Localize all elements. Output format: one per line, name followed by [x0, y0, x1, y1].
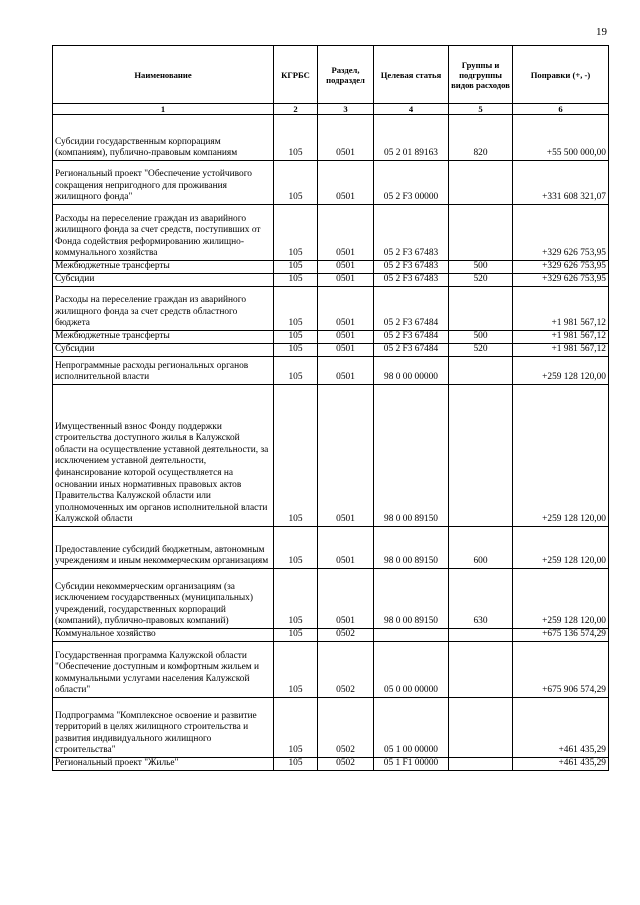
row-target [374, 629, 449, 642]
row-name: Субсидии [53, 344, 274, 357]
row-group [449, 357, 513, 385]
row-amount: +461 435,29 [513, 698, 609, 758]
row-kgrbs: 105 [274, 698, 318, 758]
row-target: 05 2 F3 67484 [374, 344, 449, 357]
row-name: Субсидии [53, 274, 274, 287]
table-body [53, 115, 609, 771]
row-amount: +329 626 753,95 [513, 261, 609, 274]
header-name: Наименование [53, 46, 274, 104]
header-target: Целевая статья [374, 46, 449, 104]
row-target: 98 0 00 00000 [374, 357, 449, 385]
row-section: 0501 [318, 344, 374, 357]
row-target: 05 2 F3 00000 [374, 161, 449, 205]
row-target: 05 2 F3 67483 [374, 261, 449, 274]
row-kgrbs: 105 [274, 385, 318, 527]
row-name: Предоставление субсидий бюджетным, автономным учреждениям и иным некоммерческим организациям [53, 527, 274, 569]
table-header-row [53, 46, 609, 104]
row-name: Имущественный взнос Фонду поддержки строительства доступного жилья в Калужской области на осуществление уставной деятельности, за исключением уставной деятельности, финансирование которой осуществляется на основании иных нормативных правовых актов Правительства Калужской области или уполномоченных им органов исполнительной власти Калужской области [53, 385, 274, 527]
row-amount: +259 128 120,00 [513, 527, 609, 569]
row-amount: +675 906 574,29 [513, 642, 609, 698]
table-row [53, 344, 609, 357]
table-row [53, 261, 609, 274]
row-section: 0501 [318, 274, 374, 287]
row-name: Субсидии государственным корпорациям (компаниям), публично-правовым компаниям [53, 115, 274, 161]
row-amount: +259 128 120,00 [513, 385, 609, 527]
row-group [449, 287, 513, 331]
row-section: 0501 [318, 205, 374, 261]
row-section: 0502 [318, 698, 374, 758]
row-target: 98 0 00 89150 [374, 569, 449, 629]
row-section: 0501 [318, 385, 374, 527]
row-kgrbs: 105 [274, 569, 318, 629]
row-name: Субсидии некоммерческим организациям (за исключением государственных (муниципальных) учреждений, государственных корпораций (компаний), публично-правовых компаний) [53, 569, 274, 629]
row-section: 0501 [318, 261, 374, 274]
table-row [53, 642, 609, 698]
row-name: Межбюджетные трансферты [53, 331, 274, 344]
row-kgrbs: 105 [274, 287, 318, 331]
row-kgrbs: 105 [274, 629, 318, 642]
row-amount: +461 435,29 [513, 758, 609, 771]
table-row [53, 569, 609, 629]
row-section: 0501 [318, 527, 374, 569]
row-group: 500 [449, 261, 513, 274]
row-target: 98 0 00 89150 [374, 385, 449, 527]
row-target: 05 2 01 89163 [374, 115, 449, 161]
column-number: 4 [374, 104, 449, 115]
row-name: Подпрограмма "Комплексное освоение и развитие территорий в целях жилищного строительства и развития индивидуального жилищного строительства" [53, 698, 274, 758]
table-row [53, 385, 609, 527]
row-name: Расходы на переселение граждан из аварийного жилищного фонда за счет средств, поступивших от Фонда содействия реформированию жилищно-коммунального хозяйства [53, 205, 274, 261]
table-row [53, 357, 609, 385]
column-number-row [53, 104, 609, 115]
row-target: 05 0 00 00000 [374, 642, 449, 698]
row-group [449, 629, 513, 642]
row-amount: +329 626 753,95 [513, 205, 609, 261]
row-group [449, 385, 513, 527]
row-group: 630 [449, 569, 513, 629]
table-row [53, 698, 609, 758]
row-group [449, 205, 513, 261]
row-kgrbs: 105 [274, 261, 318, 274]
row-section: 0501 [318, 115, 374, 161]
column-number: 5 [449, 104, 513, 115]
row-section: 0502 [318, 629, 374, 642]
row-kgrbs: 105 [274, 527, 318, 569]
row-group: 500 [449, 331, 513, 344]
row-group [449, 758, 513, 771]
row-target: 05 2 F3 67483 [374, 274, 449, 287]
row-target: 98 0 00 89150 [374, 527, 449, 569]
row-amount: +1 981 567,12 [513, 331, 609, 344]
row-amount: +259 128 120,00 [513, 569, 609, 629]
row-group: 520 [449, 274, 513, 287]
row-group: 600 [449, 527, 513, 569]
row-target: 05 1 F1 00000 [374, 758, 449, 771]
row-kgrbs: 105 [274, 331, 318, 344]
row-section: 0501 [318, 331, 374, 344]
table-row [53, 274, 609, 287]
column-number: 1 [53, 104, 274, 115]
row-section: 0501 [318, 569, 374, 629]
row-amount: +1 981 567,12 [513, 344, 609, 357]
page-number: 19 [596, 26, 607, 38]
table-row [53, 115, 609, 161]
row-section: 0501 [318, 357, 374, 385]
table-row [53, 205, 609, 261]
row-amount: +55 500 000,00 [513, 115, 609, 161]
row-kgrbs: 105 [274, 274, 318, 287]
row-kgrbs: 105 [274, 344, 318, 357]
row-amount: +1 981 567,12 [513, 287, 609, 331]
row-target: 05 2 F3 67484 [374, 331, 449, 344]
row-target: 05 2 F3 67483 [374, 205, 449, 261]
header-amendments: Поправки (+, -) [513, 46, 609, 104]
row-group [449, 698, 513, 758]
column-number: 6 [513, 104, 609, 115]
row-name: Государственная программа Калужской области "Обеспечение доступным и комфортным жильем и коммунальными услугами населения Калужской области" [53, 642, 274, 698]
row-kgrbs: 105 [274, 161, 318, 205]
row-amount: +259 128 120,00 [513, 357, 609, 385]
header-section: Раздел, подраздел [318, 46, 374, 104]
table-row [53, 629, 609, 642]
table-row [53, 161, 609, 205]
table-row [53, 527, 609, 569]
row-section: 0502 [318, 642, 374, 698]
row-section: 0501 [318, 161, 374, 205]
row-group: 820 [449, 115, 513, 161]
row-section: 0501 [318, 287, 374, 331]
row-kgrbs: 105 [274, 205, 318, 261]
row-kgrbs: 105 [274, 115, 318, 161]
header-groups: Группы и подгруппы видов расходов [449, 46, 513, 104]
row-group: 520 [449, 344, 513, 357]
column-number: 3 [318, 104, 374, 115]
row-amount: +329 626 753,95 [513, 274, 609, 287]
budget-amendments-table [52, 45, 609, 771]
row-group [449, 642, 513, 698]
row-target: 05 1 00 00000 [374, 698, 449, 758]
row-name: Расходы на переселение граждан из аварийного жилищного фонда за счет средств областного бюджета [53, 287, 274, 331]
table-row [53, 758, 609, 771]
row-name: Коммунальное хозяйство [53, 629, 274, 642]
column-number: 2 [274, 104, 318, 115]
row-name: Непрограммные расходы региональных органов исполнительной власти [53, 357, 274, 385]
row-kgrbs: 105 [274, 758, 318, 771]
row-amount: +675 136 574,29 [513, 629, 609, 642]
row-kgrbs: 105 [274, 642, 318, 698]
header-kgrbs: КГРБС [274, 46, 318, 104]
row-name: Межбюджетные трансферты [53, 261, 274, 274]
table-row [53, 331, 609, 344]
row-target: 05 2 F3 67484 [374, 287, 449, 331]
row-section: 0502 [318, 758, 374, 771]
row-amount: +331 608 321,07 [513, 161, 609, 205]
row-group [449, 161, 513, 205]
row-name: Региональный проект "Жилье" [53, 758, 274, 771]
row-kgrbs: 105 [274, 357, 318, 385]
row-name: Региональный проект "Обеспечение устойчивого сокращения непригодного для проживания жилищного фонда" [53, 161, 274, 205]
table-row [53, 287, 609, 331]
